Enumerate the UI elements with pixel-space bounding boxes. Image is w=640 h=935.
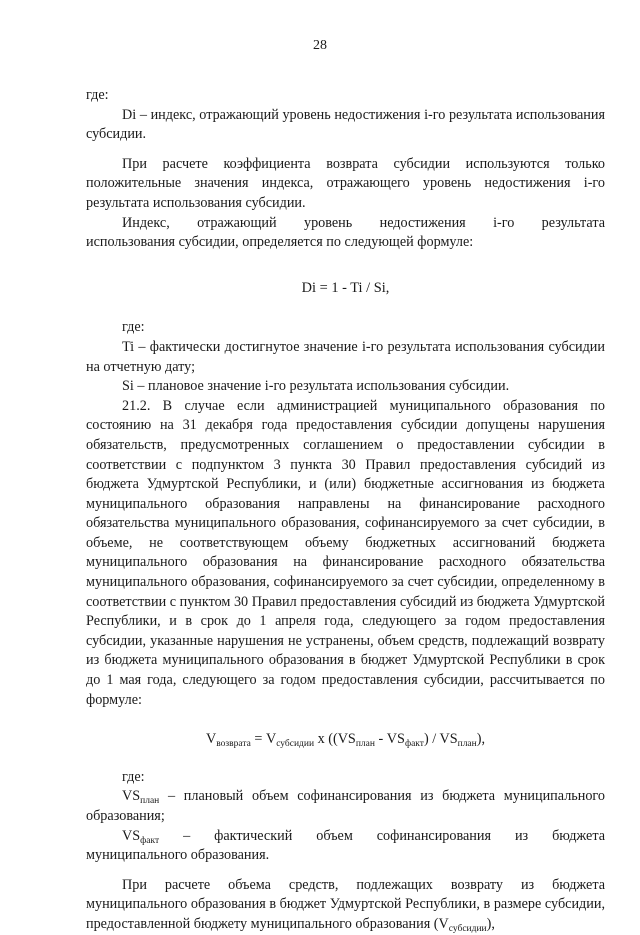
paragraph-vs-plan: $VS_{план}$ – плановый объем софинансирования из бюджета муниципального образования; <box>86 788 605 824</box>
paragraph-vs-fakt-line-2: муниципального образования. <box>86 847 270 864</box>
paragraph-vs-fakt-line-1: $VS_{факт}$ – фактический объем софинансирования из бюджета <box>122 827 605 846</box>
paragraph-index-line-1: Индекс, отражающий уровень недостижения i-го результата <box>122 214 605 231</box>
page-content <box>86 86 605 935</box>
where-label: где: <box>86 87 109 103</box>
formula-di: Di = 1 - Ti / Si, <box>301 279 390 296</box>
paragraph-si: Si – плановое значение i-го результата использования субсидии. <box>122 378 510 395</box>
paragraph-21-2: 21.2. В случае если администрацией муниципального образования по состоянию на 31 декабря года предоставления субсидии допущены нарушения обязательств, предусмотренных соглашением о предоставлении субсидии в соответствии с подпунктом 3 пункта 30 Правил предоставления субсидий из бюджета Удмуртской Республики, и (или) бюджетные ассигнования из бюджета муниципального образования направлены на финансирование расходного обязательства муниципального образования, софинансируемого за счет субсидии, в объеме, не соответствующем объему бюджетных ассигнований бюджета муниципального образования на финансирование расходного обязательства муниципального образования, софинансируемого за счет субсидии, определенному в соответствии с пунктом 30 Правил предоставления субсидий из бюджета Удмуртской Республики, и в срок до 1 апреля года, следующего за годом предоставления субсидии, указанные нарушения не устранены, объем средств, подлежащий возврату из бюджета муниципального образования в бюджет Удмуртской Республики в срок до 1 мая года, следующего за годом предоставления субсидии, рассчитывается по формуле: <box>86 397 605 708</box>
paragraph-positive-values: При расчете коэффициента возврата субсидии используются только положительные значения индекса, отражающего уровень недостижения i-го результата использования субсидии. <box>86 155 605 211</box>
paragraph-di-definition: Di – индекс, отражающий уровень недостижения i-го результата использования субсидии. <box>86 106 605 143</box>
where-label-3: где: <box>122 768 145 785</box>
paragraph-last: При расчете объема средств, подлежащих возврату из бюджета муниципального образования в бюджет Удмуртской Республики, в размере субсидии, предоставленной бюджету муниципального образования $(V_{субсидии})$, <box>86 876 605 934</box>
formula-v-vozvrata: $V_{возврата} = V_{субсидии}$ x $((VS_{план} - VS_{факт}) / VS_{план})$, <box>205 731 486 750</box>
paragraph-ti: Ti – фактически достигнутое значение i-го результата использования субсидии на отчетную дату; <box>86 338 605 375</box>
where-label-2: где: <box>122 319 145 336</box>
paragraph-index-line-2: использования субсидии, определяется по следующей формуле: <box>86 234 474 251</box>
page-number: 28 <box>313 38 327 53</box>
